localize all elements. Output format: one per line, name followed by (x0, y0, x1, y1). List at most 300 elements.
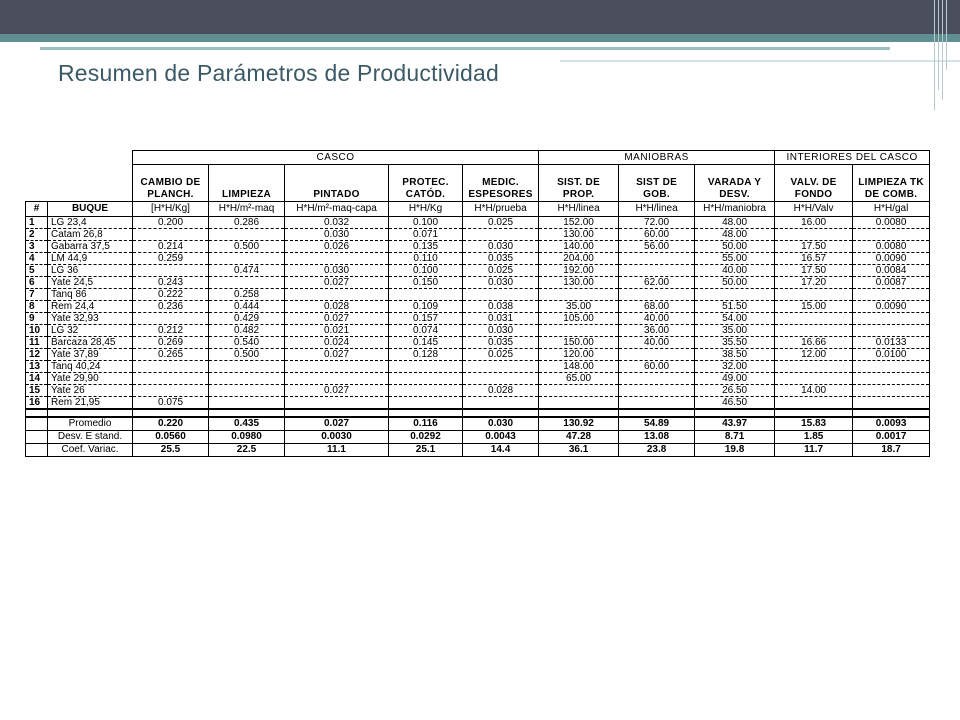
table-cell (389, 289, 463, 301)
stat-cell: 0.027 (285, 417, 389, 431)
table-cell: 72.00 (619, 217, 695, 229)
stat-cell: 0.0043 (463, 431, 539, 444)
table-cell: 0.482 (209, 325, 285, 337)
table-cell: 0.027 (285, 313, 389, 325)
column-unit-header: H*H/linea (619, 202, 695, 217)
row-number-header: # (26, 202, 48, 217)
column-header-line1: PROTEC. (402, 177, 449, 188)
table-cell (775, 313, 853, 325)
stat-cell: 36.1 (539, 444, 619, 457)
table-cell: 51.50 (695, 301, 775, 313)
table-group-header-row (26, 151, 930, 165)
row-number: 9 (26, 313, 48, 325)
table-cell: 120.00 (539, 349, 619, 361)
table-cell: 0.259 (133, 253, 209, 265)
buque-name: Yate 24,5 (48, 277, 133, 289)
table-row (26, 373, 930, 385)
table-cell (463, 373, 539, 385)
table-cell: 16.57 (775, 253, 853, 265)
buque-name: Gabarra 37,5 (48, 241, 133, 253)
table-cell: 55.00 (695, 253, 775, 265)
table-cell: 0.109 (389, 301, 463, 313)
table-cell (285, 361, 389, 373)
table-cell (619, 253, 695, 265)
table-cell: 0.027 (285, 277, 389, 289)
table-cell: 0.222 (133, 289, 209, 301)
table-cell (619, 289, 695, 301)
table-cell: 50.00 (695, 277, 775, 289)
column-header-line2: LIMPIEZA (221, 189, 272, 200)
table-cell (463, 361, 539, 373)
column-header-line1: SIST DE (636, 177, 678, 188)
table-cell: 0.030 (285, 229, 389, 241)
table-cell: 48.00 (695, 217, 775, 229)
separator-cell (209, 409, 285, 417)
table-cell (463, 229, 539, 241)
column-header-line2: FONDO (794, 189, 833, 200)
table-row (26, 385, 930, 397)
row-number: 12 (26, 349, 48, 361)
table-cell: 60.00 (619, 229, 695, 241)
buque-name: Catam 26,8 (48, 229, 133, 241)
buque-header: BUQUE (48, 202, 133, 217)
table-cell (619, 385, 695, 397)
table-column-header-row (26, 165, 930, 202)
table-cell (853, 313, 930, 325)
table-row (26, 229, 930, 241)
table-cell: 0.038 (463, 301, 539, 313)
buque-name: Yate 26 (48, 385, 133, 397)
table-cell: 0.031 (463, 313, 539, 325)
stat-cell: 23.8 (619, 444, 695, 457)
table-cell (775, 361, 853, 373)
table-cell (853, 361, 930, 373)
column-header-line2: PLANCH. (147, 189, 194, 200)
table-cell (285, 373, 389, 385)
table-cell: 17.50 (775, 265, 853, 277)
table-cell (775, 289, 853, 301)
table-cell: 0.269 (133, 337, 209, 349)
table-cell: 48.00 (695, 229, 775, 241)
table-cell (853, 289, 930, 301)
stat-blank (26, 444, 48, 457)
table-cell: 0.110 (389, 253, 463, 265)
row-number: 2 (26, 229, 48, 241)
table-cell (775, 325, 853, 337)
buque-name: Barcaza 28,45 (48, 337, 133, 349)
table-cell: 14.00 (775, 385, 853, 397)
table-cell (133, 385, 209, 397)
table-cell: 130.00 (539, 229, 619, 241)
table-cell: 0.028 (463, 385, 539, 397)
column-unit-header: H*H/gal (853, 202, 930, 217)
separator-cell (48, 409, 133, 417)
table-cell: 0.0090 (853, 301, 930, 313)
table-row (26, 361, 930, 373)
stat-cell: 0.030 (463, 417, 539, 431)
table-cell: 62.00 (619, 277, 695, 289)
slide-accent-band (0, 34, 960, 42)
row-number: 6 (26, 277, 48, 289)
slide-top-bar (0, 0, 960, 34)
table-cell: 40.00 (695, 265, 775, 277)
stat-cell: 0.0017 (853, 431, 930, 444)
stat-cell: 47.28 (539, 431, 619, 444)
table-cell: 0.258 (209, 289, 285, 301)
table-cell (133, 229, 209, 241)
table-cell (853, 385, 930, 397)
table-cell: 0.030 (285, 265, 389, 277)
buque-name: Rem 24,4 (48, 301, 133, 313)
table-cell: 0.157 (389, 313, 463, 325)
buque-name: LG 32 (48, 325, 133, 337)
stat-label: Promedio (48, 417, 133, 431)
stat-cell: 25.1 (389, 444, 463, 457)
table-cell (775, 373, 853, 385)
table-cell: 40.00 (619, 313, 695, 325)
stat-cell: 13.08 (619, 431, 695, 444)
column-header (619, 165, 695, 202)
slide-accent-line-light (560, 60, 960, 62)
table-cell (209, 229, 285, 241)
table-cell: 0.021 (285, 325, 389, 337)
stat-cell: 11.1 (285, 444, 389, 457)
column-header (285, 165, 389, 202)
table-cell: 0.027 (285, 349, 389, 361)
row-number: 13 (26, 361, 48, 373)
table-cell: 0.074 (389, 325, 463, 337)
stat-cell: 0.0560 (133, 431, 209, 444)
table-row (26, 217, 930, 229)
slide-title: Resumen de Parámetros de Productividad (58, 60, 499, 86)
table-cell: 38.50 (695, 349, 775, 361)
table-row (26, 313, 930, 325)
table-cell (209, 373, 285, 385)
row-number: 5 (26, 265, 48, 277)
column-header (539, 165, 619, 202)
table-cell (539, 325, 619, 337)
column-header-line2: GOB. (643, 189, 670, 200)
buque-name: Yate 29,90 (48, 373, 133, 385)
table-cell: 26.50 (695, 385, 775, 397)
stat-row (26, 417, 930, 431)
table-cell: 0.236 (133, 301, 209, 313)
buque-name: Yate 37,89 (48, 349, 133, 361)
buque-name: Tanq 86 (48, 289, 133, 301)
table-cell: 0.135 (389, 241, 463, 253)
table-cell (539, 385, 619, 397)
slide-corner-decoration (932, 0, 952, 110)
table-cell: 35.00 (695, 325, 775, 337)
table-cell: 46.50 (695, 397, 775, 410)
table-cell (619, 373, 695, 385)
stat-label: Coef. Variac. (48, 444, 133, 457)
table-cell (389, 397, 463, 410)
column-header-line1: VALV. DE (790, 177, 837, 188)
table-row (26, 265, 930, 277)
separator-cell (775, 409, 853, 417)
table-cell: 0.429 (209, 313, 285, 325)
table-cell: 0.035 (463, 337, 539, 349)
table-cell: 130.00 (539, 277, 619, 289)
table-cell: 0.200 (133, 217, 209, 229)
column-header (463, 165, 539, 202)
group-header: CASCO (133, 151, 539, 165)
stat-blank (26, 431, 48, 444)
stat-cell: 15.83 (775, 417, 853, 431)
table-cell: 0.150 (389, 277, 463, 289)
table-cell (619, 397, 695, 410)
table-cell (539, 289, 619, 301)
buque-name: Tanq 40,24 (48, 361, 133, 373)
table-cell (209, 385, 285, 397)
stat-cell: 54.89 (619, 417, 695, 431)
column-unit-header: H*H/m²-maq (209, 202, 285, 217)
table-cell: 0.128 (389, 349, 463, 361)
stat-cell: 22.5 (209, 444, 285, 457)
separator-cell (285, 409, 389, 417)
separator-cell (539, 409, 619, 417)
table-row (26, 337, 930, 349)
stat-cell: 0.220 (133, 417, 209, 431)
stat-cell: 14.4 (463, 444, 539, 457)
table-cell (463, 289, 539, 301)
table-cell: 60.00 (619, 361, 695, 373)
table-cell: 49.00 (695, 373, 775, 385)
table-cell: 35.50 (695, 337, 775, 349)
row-number: 1 (26, 217, 48, 229)
stat-cell: 0.0030 (285, 431, 389, 444)
separator-cell (389, 409, 463, 417)
row-number: 7 (26, 289, 48, 301)
separator-cell (133, 409, 209, 417)
table-cell: 17.50 (775, 241, 853, 253)
table-cell: 12.00 (775, 349, 853, 361)
column-header (209, 165, 285, 202)
table-cell: 16.00 (775, 217, 853, 229)
table-cell: 0.030 (463, 241, 539, 253)
stat-cell: 0.0093 (853, 417, 930, 431)
column-header-line2: PROP. (562, 189, 595, 200)
table-cell (463, 397, 539, 410)
table-cell: 105.00 (539, 313, 619, 325)
buque-name: Yate 32,93 (48, 313, 133, 325)
table-cell: 0.028 (285, 301, 389, 313)
row-number: 3 (26, 241, 48, 253)
stat-cell: 19.8 (695, 444, 775, 457)
table-cell (209, 253, 285, 265)
stat-cell: 11.7 (775, 444, 853, 457)
table-cell: 68.00 (619, 301, 695, 313)
table-cell: 0.286 (209, 217, 285, 229)
table-cell: 0.0084 (853, 265, 930, 277)
table-cell: 0.0080 (853, 241, 930, 253)
table-cell: 0.030 (463, 277, 539, 289)
table-cell (775, 397, 853, 410)
column-unit-header: H*H/m²-maq-capa (285, 202, 389, 217)
table-cell (133, 361, 209, 373)
stat-cell: 25.5 (133, 444, 209, 457)
table-cell: 0.026 (285, 241, 389, 253)
stat-cell: 8.71 (695, 431, 775, 444)
table-cell: 0.0090 (853, 253, 930, 265)
table-cell: 0.100 (389, 265, 463, 277)
stat-cell: 130.92 (539, 417, 619, 431)
table-cell (853, 397, 930, 410)
stat-blank (26, 417, 48, 431)
table-cell: 36.00 (619, 325, 695, 337)
column-header (775, 165, 853, 202)
separator-cell (463, 409, 539, 417)
table-cell: 0.444 (209, 301, 285, 313)
table-cell (695, 289, 775, 301)
table-cell: 0.035 (463, 253, 539, 265)
column-unit-header: H*H/maniobra (695, 202, 775, 217)
separator-cell (853, 409, 930, 417)
stat-cell: 0.0292 (389, 431, 463, 444)
stat-label: Desv. E stand. (48, 431, 133, 444)
table-cell: 0.214 (133, 241, 209, 253)
column-unit-header: H*H/linea (539, 202, 619, 217)
table-cell: 0.265 (133, 349, 209, 361)
table-cell: 0.0133 (853, 337, 930, 349)
table-cell: 0.500 (209, 349, 285, 361)
table-row (26, 253, 930, 265)
row-number: 11 (26, 337, 48, 349)
table-cell: 40.00 (619, 337, 695, 349)
table-cell (285, 289, 389, 301)
column-header-line1: MEDIC. (482, 177, 519, 188)
table-cell: 204.00 (539, 253, 619, 265)
table-cell: 0.0080 (853, 217, 930, 229)
table-cell: 0.100 (389, 217, 463, 229)
table-cell: 0.145 (389, 337, 463, 349)
table-cell: 0.500 (209, 241, 285, 253)
table-cell: 0.032 (285, 217, 389, 229)
row-number: 16 (26, 397, 48, 410)
column-header-line2: DESV. (719, 189, 750, 200)
column-header (389, 165, 463, 202)
table-cell (775, 229, 853, 241)
table-cell: 0.243 (133, 277, 209, 289)
slide-accent-line (40, 47, 890, 50)
table-cell: 0.025 (463, 217, 539, 229)
column-header-line1: LIMPIEZA TK (858, 177, 924, 188)
table-row (26, 277, 930, 289)
table-cell (133, 373, 209, 385)
table-row (26, 397, 930, 410)
separator-cell (695, 409, 775, 417)
table-cell: 192.00 (539, 265, 619, 277)
table-cell: 0.025 (463, 349, 539, 361)
table-cell: 56.00 (619, 241, 695, 253)
separator-cell (619, 409, 695, 417)
table-cell: 17.20 (775, 277, 853, 289)
table-cell: 0.0087 (853, 277, 930, 289)
buque-name: LG 36 (48, 265, 133, 277)
table-cell: 150.00 (539, 337, 619, 349)
table-cell (209, 361, 285, 373)
table-cell (389, 385, 463, 397)
row-number: 4 (26, 253, 48, 265)
table-cell (853, 325, 930, 337)
table-cell (285, 397, 389, 410)
table-row (26, 349, 930, 361)
table-cell: 0.030 (463, 325, 539, 337)
table-cell: 65.00 (539, 373, 619, 385)
table-unit-header-row (26, 202, 930, 217)
table-cell (285, 253, 389, 265)
table-cell: 0.025 (463, 265, 539, 277)
table-cell (619, 265, 695, 277)
stat-cell: 0.116 (389, 417, 463, 431)
table-cell: 35.00 (539, 301, 619, 313)
stat-cell: 43.97 (695, 417, 775, 431)
table-cell (209, 277, 285, 289)
table-cell: 152.00 (539, 217, 619, 229)
table-cell: 0.071 (389, 229, 463, 241)
row-number: 15 (26, 385, 48, 397)
table-cell: 0.075 (133, 397, 209, 410)
column-unit-header: [H*H/Kg] (133, 202, 209, 217)
table-separator (26, 409, 930, 417)
column-header-line2: PINTADO (313, 189, 360, 200)
table-cell: 0.212 (133, 325, 209, 337)
table-cell (389, 361, 463, 373)
table-row (26, 301, 930, 313)
table-row (26, 241, 930, 253)
column-header-line2: CATÓD. (405, 189, 446, 200)
column-header (853, 165, 930, 202)
stat-row (26, 431, 930, 444)
stat-cell: 18.7 (853, 444, 930, 457)
column-unit-header: H*H/prueba (463, 202, 539, 217)
row-number: 8 (26, 301, 48, 313)
table-cell (853, 373, 930, 385)
productivity-table (25, 150, 930, 457)
table-cell: 0.027 (285, 385, 389, 397)
buque-name: LG 23,4 (48, 217, 133, 229)
stat-cell: 0.435 (209, 417, 285, 431)
row-number: 14 (26, 373, 48, 385)
table-cell: 148.00 (539, 361, 619, 373)
column-header (695, 165, 775, 202)
column-header-line1: CAMBIO DE (140, 177, 201, 188)
table-cell: 32.00 (695, 361, 775, 373)
stat-cell: 1.85 (775, 431, 853, 444)
table-cell: 140.00 (539, 241, 619, 253)
table-row (26, 289, 930, 301)
stat-row (26, 444, 930, 457)
column-header-line2: ESPESORES (468, 189, 533, 200)
table-cell: 50.00 (695, 241, 775, 253)
table-cell (133, 313, 209, 325)
group-header: MANIOBRAS (539, 151, 775, 165)
column-header-line1: SIST. DE (557, 177, 601, 188)
column-unit-header: H*H/Valv (775, 202, 853, 217)
table-cell: 54.00 (695, 313, 775, 325)
table-cell: 0.024 (285, 337, 389, 349)
separator-cell (26, 409, 48, 417)
table-cell (619, 349, 695, 361)
table-cell (853, 229, 930, 241)
table-cell: 16.66 (775, 337, 853, 349)
buque-name: Rem 21,95 (48, 397, 133, 410)
buque-name: LM 44,9 (48, 253, 133, 265)
column-header (133, 165, 209, 202)
group-header: INTERIORES DEL CASCO (775, 151, 930, 165)
table-cell (209, 397, 285, 410)
